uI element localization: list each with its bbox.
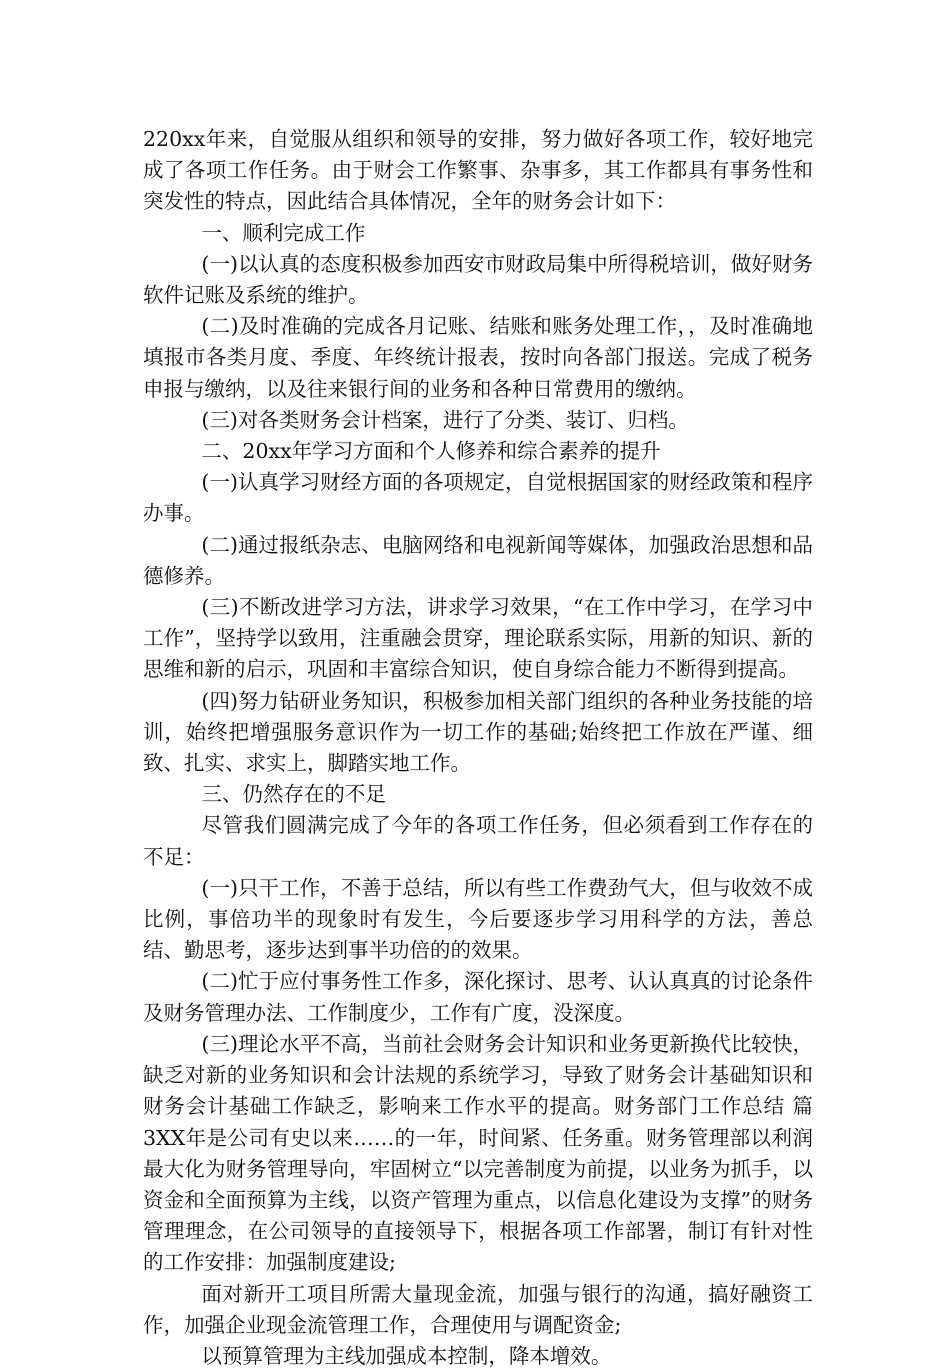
paragraph-item: (一)以认真的态度积极参加西安市财政局集中所得税培训，做好财务软件记账及系统的维护。 [143,251,813,308]
section-heading-3: 三、仍然存在的不足 [201,782,386,807]
section-heading-2: 二、20xx年学习方面和个人修养和综合素养的提升 [201,439,661,464]
paragraph-item: (三)不断改进学习方法，讲求学习效果，“在工作中学习，在学习中工作”，坚持学以致用，注重融会贯穿，理论联系实际，用新的知识、新的思维和新的启示，巩固和丰富综合知识，使自身综合能力不断得到提高。 [143,595,813,682]
document-body [143,124,813,1372]
section-heading-1: 一、顺利完成工作 [201,220,366,245]
paragraph-item: (四)努力钻研业务知识，积极参加相关部门组织的各种业务技能的培训，始终把增强服务意识作为一切工作的基础;始终把工作放在严谨、细致、扎实、求实上，脚踏实地工作。 [143,688,813,776]
paragraph-item: 尽管我们圆满完成了今年的各项工作任务，但必须看到工作存在的不足： [143,813,813,869]
paragraph-item: (三)理论水平不高，当前社会财务会计知识和业务更新换代比较快，缺乏对新的业务知识和会计法规的系统学习，导致了财务会计基础知识和财务会计基础工作缺乏，影响来工作水平的提高。财务部门工作总结 篇3XX年是公司有史以来……的一年，时间紧、任务重。财务管理部以利润最大化为财务管理导向，牢固树立“以完善制度为前提，以业务为抓手，以资金和全面预算为主线，以资产管理为重点，以信息化建设为支撑”的财务管理理念，在公司领导的直接领导下，根据各项工作部署，制订有针对性的工作安排：加强制度建设; [143,1031,813,1275]
paragraph-item: 以预算管理为主线加强成本控制，降本增效。 [201,1343,612,1368]
paragraph-intro: 220xx年来，自觉服从组织和领导的安排，努力做好各项工作，较好地完成了各项工作任务。由于财会工作繁事、杂事多，其工作都具有事务性和突发性的特点，因此结合具体情况，全年的财务会计如下： [143,127,813,214]
paragraph-item: (一)只干工作，不善于总结，所以有些工作费劲气大，但与收效不成比例，事倍功半的现象时有发生，今后要逐步学习用科学的方法，善总结、勤思考，逐步达到事半功倍的的效果。 [143,875,813,963]
paragraph-item: 面对新开工项目所需大量现金流，加强与银行的沟通，搞好融资工作，加强企业现金流管理工作，合理使用与调配资金; [143,1281,813,1337]
paragraph-item: (二)及时准确的完成各月记账、结账和账务处理工作，，及时准确地填报市各类月度、季度、年终统计报表，按时向各部门报送。完成了税务申报与缴纳，以及往来银行间的业务和各种日常费用的缴纳。 [143,314,813,401]
paragraph-item: (一)认真学习财经方面的各项规定，自觉根据国家的财经政策和程序办事。 [143,470,813,526]
paragraph-item: (三)对各类财务会计档案，进行了分类、装订、归档。 [201,407,689,432]
paragraph-item: (二)通过报纸杂志、电脑网络和电视新闻等媒体，加强政治思想和品德修养。 [143,532,813,588]
paragraph-item: (二)忙于应付事务性工作多，深化探讨、思考、认认真真的讨论条件及财务管理办法、工作制度少，工作有广度，没深度。 [143,969,813,1025]
